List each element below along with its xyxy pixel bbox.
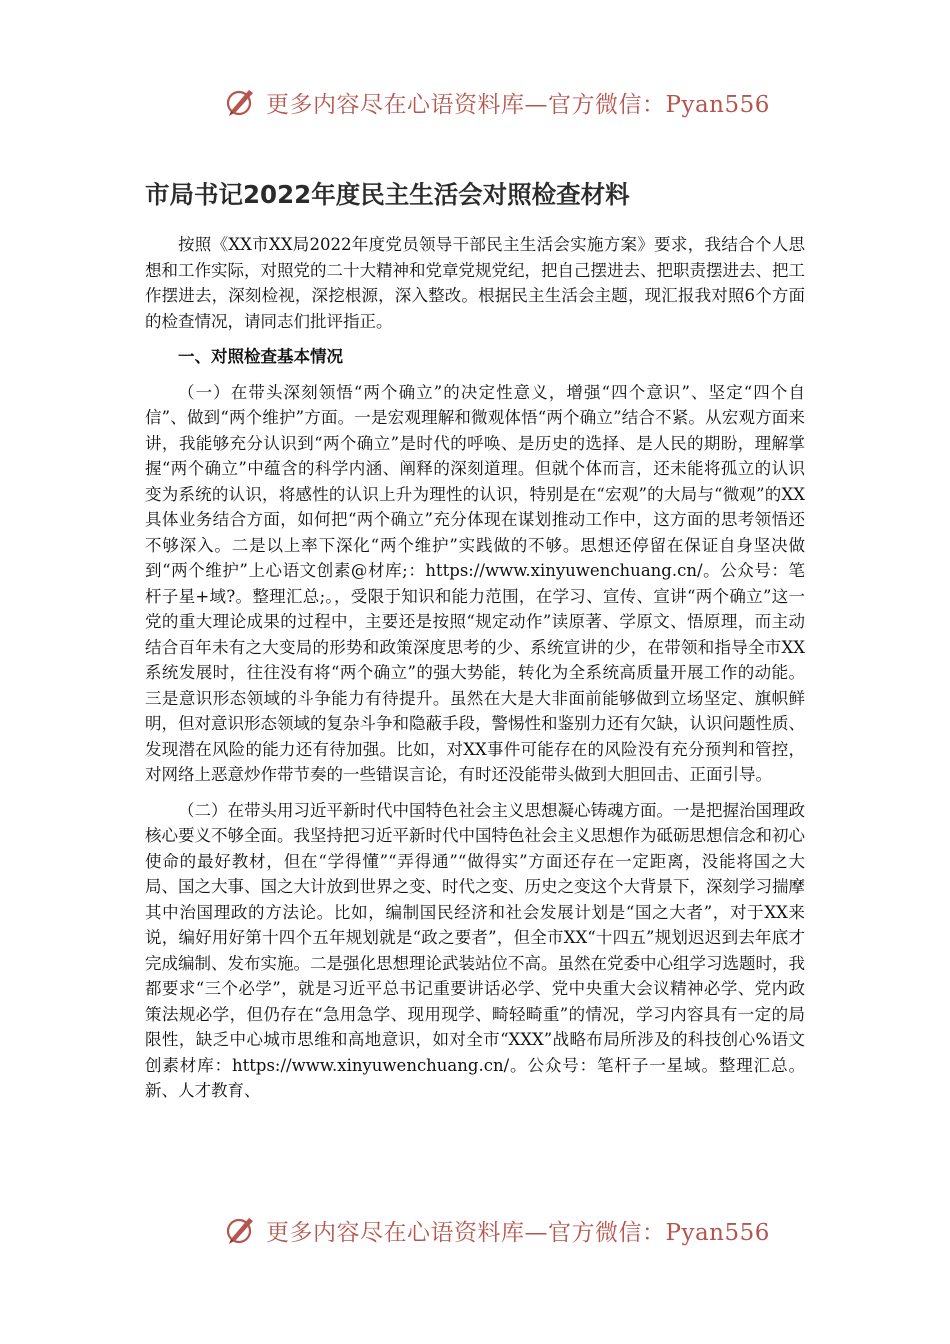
document-title: 市局书记2022年度民主生活会对照检查材料 — [145, 180, 630, 209]
watermark-banner-text: 更多内容尽在心语资料库—官方微信：Pyan556 — [266, 1219, 770, 1246]
watermark-banner-bottom — [222, 1208, 770, 1252]
section-heading: 一、对照检查基本情况 — [178, 347, 343, 366]
pen-logo-icon — [222, 1211, 260, 1249]
pen-logo-icon — [222, 83, 260, 121]
document-body — [145, 232, 805, 1104]
intro-paragraph: 按照《XX市XX局2022年度党员领导干部民主生活会实施方案》要求，我结合个人思想和工作实际，对照党的二十大精神和党章党规党纪，把自己摆进去、把职责摆进去、把工作摆进去，深刻检视，深挖根源，深入整改。根据民主生活会主题，现汇报我对照6个方面的检查情况，请同志们批评指正。 — [145, 235, 805, 331]
watermark-banner-top — [222, 80, 770, 124]
watermark-banner-text: 更多内容尽在心语资料库—官方微信：Pyan556 — [266, 91, 770, 118]
body-paragraph: （二）在带头用习近平新时代中国特色社会主义思想凝心铸魂方面。一是把握治国理政核心要义不够全面。我坚持把习近平新时代中国特色社会主义思想作为砥砺思想信念和初心使命的最好教材，但在“学得懂”“弄得通”“做得实”方面还存在一定距离，没能将国之大局、国之大事、国之大计放到世界之变、时代之变、历史之变这个大背景下，深刻学习揣摩其中治国理政的方法论。比如，编制国民经济和社会发展计划是“国之大者”，对于XX来说，编好用好第十四个五年规划就是“政之要者”，但全市XX“十四五”规划迟迟到去年底才完成编制、发布实施。二是强化思想理论武装站位不高。虽然在党委中心组学习选题时，我都要求“三个必学”，就是习近平总书记重要讲话必学、党中央重大会议精神必学、党内政策法规必学，但仍存在“急用急学、现用现学、畸轻畸重”的情况，学习内容具有一定的局限性，缺乏中心城市思维和高地意识，如对全市“XXX”战略布局所涉及的科技创心%语文创素材库：https://www.xinyuwenchuang.cn/。公众号：笔杆子一星域。整理汇总。新、人才教育、 — [145, 800, 805, 1100]
body-paragraph: （一）在带头深刻领悟“两个确立”的决定性意义，增强“四个意识”、坚定“四个自信”、做到“两个维护”方面。一是宏观理解和微观体悟“两个确立”结合不紧。从宏观方面来讲，我能够充分认识到“两个确立”是时代的呼唤、是历史的选择、是人民的期盼，理解掌握“两个确立”中蕴含的科学内涵、阐释的深刻道理。但就个体而言，还未能将孤立的认识变为系统的认识，将感性的认识上升为理性的认识，特别是在“宏观”的大局与“微观”的XX具体业务结合方面，如何把“两个确立”充分体现在谋划推动工作中，这方面的思考领悟还不够深入。二是以上率下深化“两个维护”实践做的不够。思想还停留在保证自身坚决做到“两个维护”上心语文创素@材库;：https://www.xinyuwenchuang.cn/。公众号：笔杆子星+域?。整理汇总;。，受限于知识和能力范围，在学习、宣传、宣讲“两个确立”这一党的重大理论成果的过程中，主要还是按照“规定动作”读原著、学原文、悟原理，而主动结合百年未有之大变局的形势和政策深度思考的少、系统宣讲的少，在带领和指导全市XX系统发展时，往往没有将“两个确立”的强大势能，转化为全系统高质量开展工作的动能。三是意识形态领域的斗争能力有待提升。虽然在大是大非面前能够做到立场坚定、旗帜鲜明，但对意识形态领域的复杂斗争和隐蔽手段，警惕性和鉴别力还有欠缺，认识问题性质、发现潜在风险的能力还有待加强。比如，对XX事件可能存在的风险没有充分预判和管控，对网络上恶意炒作带节奏的一些错误言论，有时还没能带头做到大胆回击、正面引导。 — [145, 382, 805, 784]
